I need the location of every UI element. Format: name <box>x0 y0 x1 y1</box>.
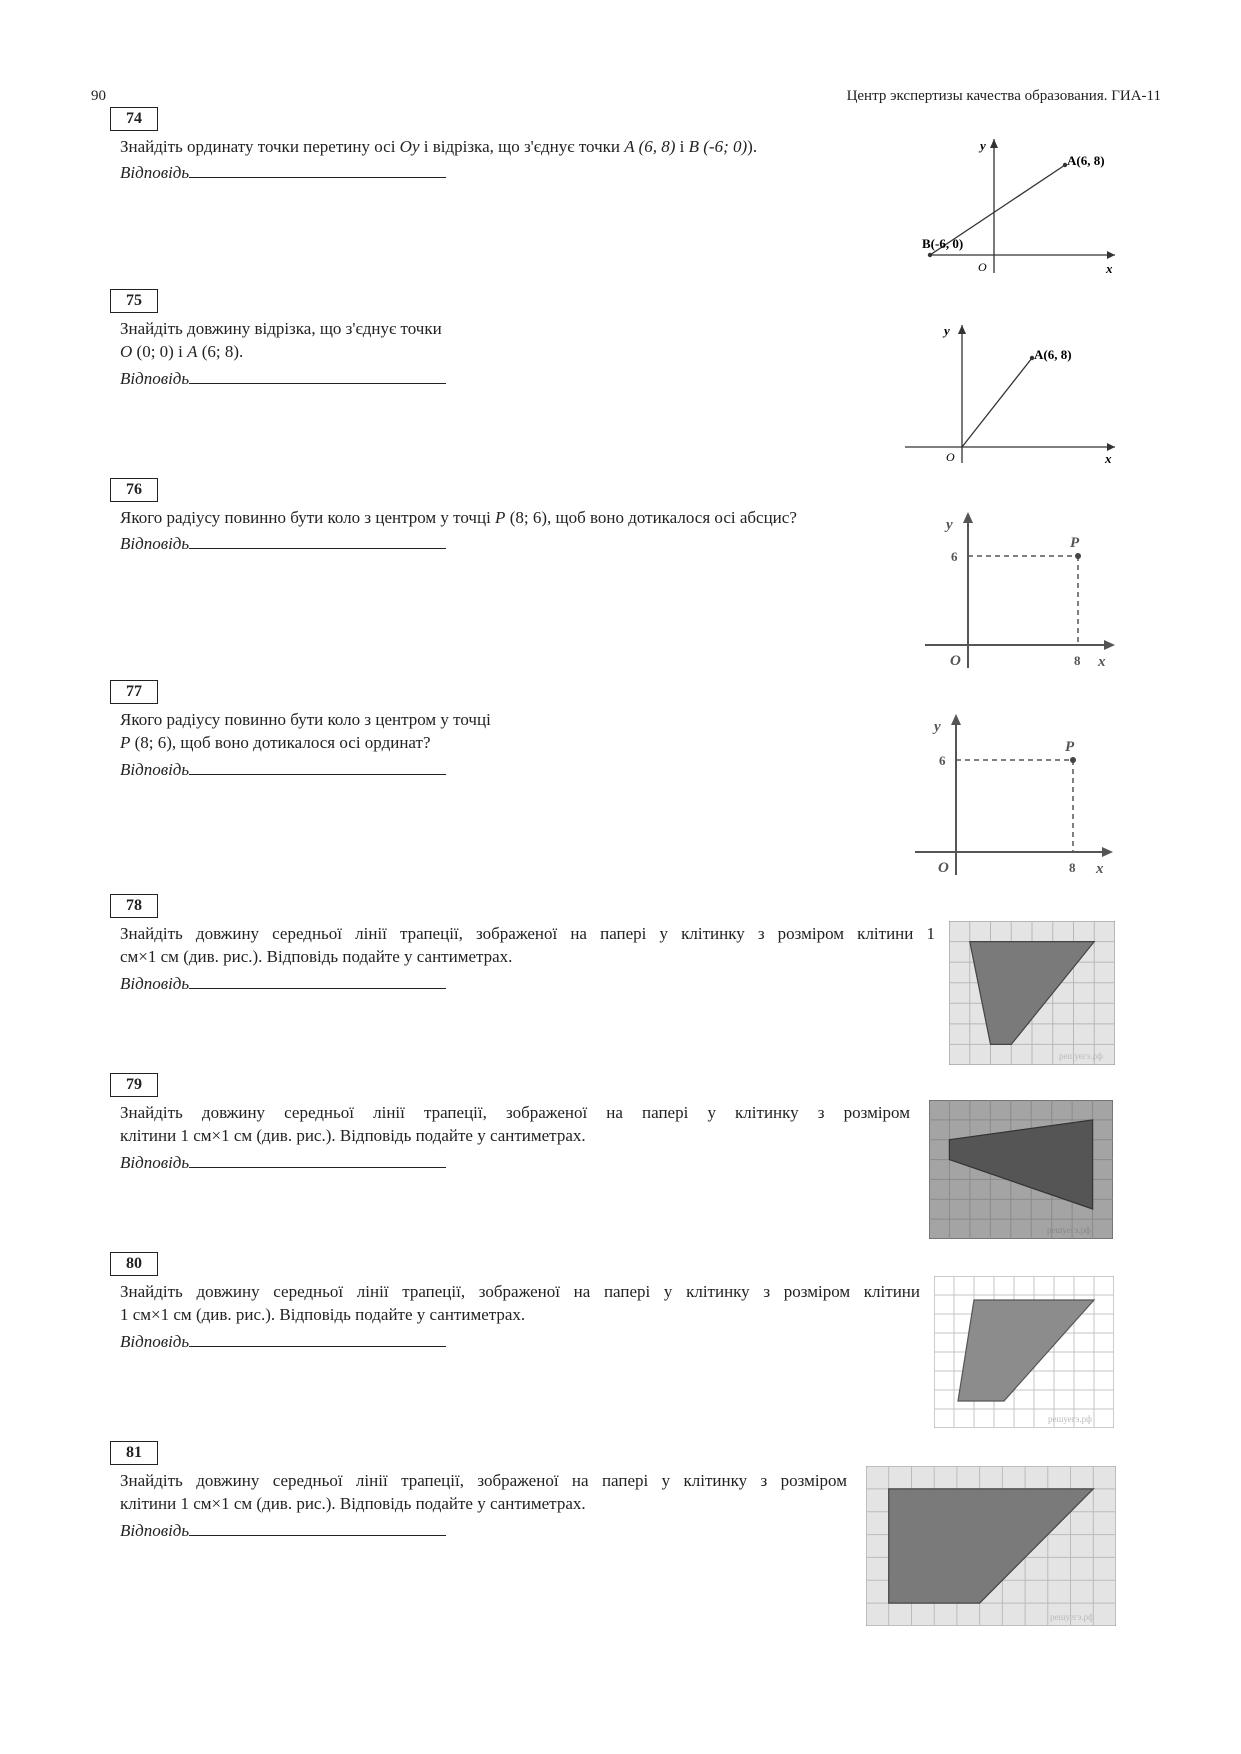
task-text: Знайдіть довжину відрізка, що з'єднує точки O (0; 0) і A (6; 8). <box>120 319 442 361</box>
origin-label: O <box>946 450 955 464</box>
task-text: Знайдіть довжину середньої лінії трапеції, зображеної на папері у клітинку з розміром клітини 1 см×1 см (див. рис.). Відповідь подайте у сантиметрах. <box>120 924 935 966</box>
answer-field[interactable]: Відповідь <box>120 1149 446 1173</box>
task-number: 75 <box>110 289 158 313</box>
grid-trapezoid-figure <box>929 1100 1113 1239</box>
point-label-a: A(6, 8) <box>1034 347 1072 362</box>
task-text: Знайдіть довжину середньої лінії трапеції, зображеної на папері у клітинку з розміром клітини 1 см×1 см (див. рис.). Відповідь подайте у сантиметрах. <box>120 1282 920 1324</box>
answer-field[interactable]: Відповідь <box>120 1517 446 1541</box>
coordinate-figure <box>900 315 1125 465</box>
point-label-b: B(-6, 0) <box>922 236 964 251</box>
task-text: Якого радіусу повинно бути коло з центром у точці P (8; 6), щоб воно дотикалося осі ординат? <box>120 710 491 752</box>
task-text: Знайдіть ординату точки перетину осі Oy і відрізка, що з'єднує точки A (6, 8) і B (-6; 0)). <box>120 137 758 156</box>
tick-label-8: 8 <box>1069 860 1076 875</box>
tick-label-8: 8 <box>1074 653 1081 668</box>
header-title: Центр экспертизы качества образования. ГИА-11 <box>846 88 1161 104</box>
page-number: 90 <box>91 88 106 104</box>
axis-label-y: y <box>944 323 950 338</box>
coordinate-figure <box>880 135 1125 275</box>
task-text: Знайдіть довжину середньої лінії трапеції, зображеної на папері у клітинку з розміром клітини 1 см×1 см (див. рис.). Відповідь подайте у сантиметрах. <box>120 1471 847 1513</box>
point-label-p: P <box>1065 739 1075 755</box>
axis-label-x: x <box>1105 451 1112 465</box>
task-number: 80 <box>110 1252 158 1276</box>
task-number: 79 <box>110 1073 158 1097</box>
origin-label: O <box>978 260 987 274</box>
tick-label-6: 6 <box>939 753 946 768</box>
axis-label-y: y <box>946 517 953 533</box>
watermark: решуегэ.рф <box>1048 1414 1092 1424</box>
grid-trapezoid-figure <box>866 1466 1116 1626</box>
axis-label-y: y <box>980 138 986 153</box>
task-number: 74 <box>110 107 158 131</box>
point-label-a: A(6, 8) <box>1067 153 1105 168</box>
axis-label-y: y <box>934 719 941 735</box>
task-text: Знайдіть довжину середньої лінії трапеції, зображеної на папері у клітинку з розміром клітини 1 см×1 см (див. рис.). Відповідь подайте у сантиметрах. <box>120 1103 910 1145</box>
watermark: решуегэ.рф <box>1059 1051 1103 1061</box>
coordinate-figure <box>910 710 1120 880</box>
task-number: 81 <box>110 1441 158 1465</box>
point-label-p: P <box>1070 535 1080 551</box>
coordinate-figure <box>920 508 1120 673</box>
watermark: решуегэ.рф <box>1047 1225 1091 1235</box>
answer-field[interactable]: Відповідь <box>120 159 446 183</box>
axis-label-x: x <box>1096 861 1104 877</box>
grid-trapezoid-figure <box>934 1276 1114 1428</box>
answer-field[interactable]: Відповідь <box>120 1328 446 1352</box>
task-number: 78 <box>110 894 158 918</box>
origin-label: O <box>950 653 961 669</box>
answer-field[interactable]: Відповідь <box>120 530 446 554</box>
axis-label-x: x <box>1106 261 1113 275</box>
axis-label-x: x <box>1098 654 1106 670</box>
task-text: Якого радіусу повинно бути коло з центром у точці P (8; 6), щоб воно дотикалося осі абсцис? <box>120 508 797 527</box>
answer-field[interactable]: Відповідь <box>120 365 446 389</box>
answer-field[interactable]: Відповідь <box>120 756 446 780</box>
origin-label: O <box>938 860 949 876</box>
grid-trapezoid-figure <box>949 921 1115 1065</box>
tick-label-6: 6 <box>951 549 958 564</box>
watermark: решуегэ.рф <box>1050 1612 1094 1622</box>
task-number: 76 <box>110 478 158 502</box>
answer-field[interactable]: Відповідь <box>120 970 446 994</box>
task-number: 77 <box>110 680 158 704</box>
